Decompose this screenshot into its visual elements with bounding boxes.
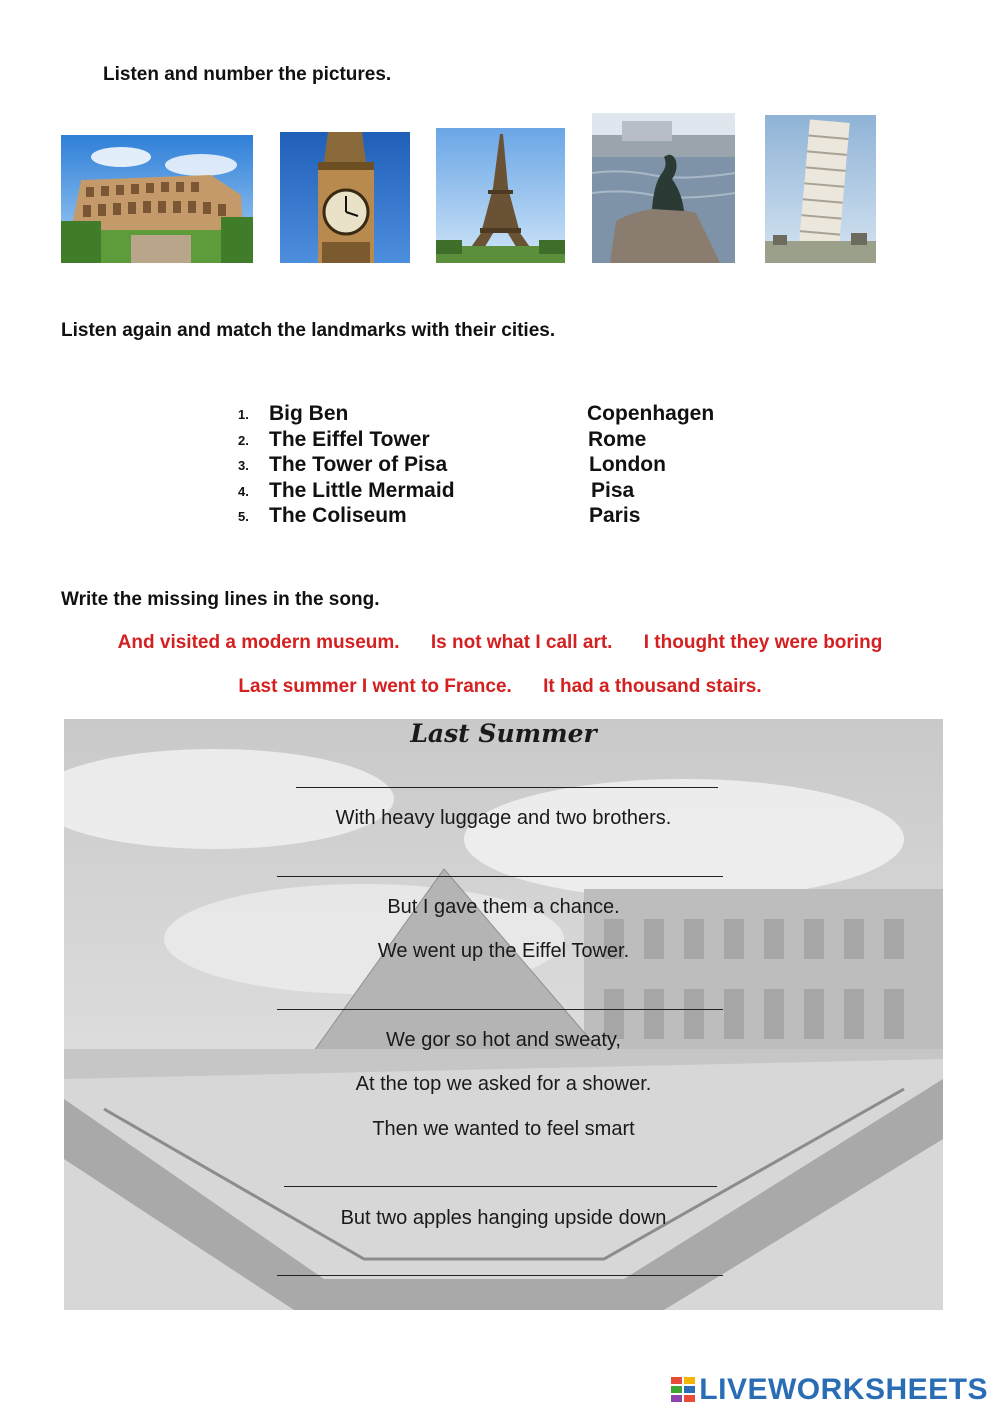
- little-mermaid-photo: [592, 113, 735, 263]
- tower-of-pisa-photo: [765, 115, 876, 263]
- item-number: 5.: [238, 509, 249, 524]
- section2-heading: Listen again and match the landmarks with their cities.: [61, 320, 556, 341]
- brand-name: LIVEWORKSHEETS: [699, 1373, 988, 1406]
- song-line: We went up the Eiffel Tower.: [377, 940, 630, 962]
- answer-blank-5[interactable]: [277, 1275, 723, 1276]
- city-name: Pisa: [591, 478, 635, 502]
- answer-option[interactable]: I thought they were boring: [643, 632, 883, 653]
- landmark-name: The Coliseum: [269, 504, 407, 527]
- song-line: At the top we asked for a shower.: [355, 1073, 652, 1095]
- section1-heading: Listen and number the pictures.: [103, 64, 392, 85]
- city-name: Copenhagen: [587, 402, 715, 425]
- answer-blank-4[interactable]: [284, 1186, 717, 1187]
- song-title: Last Summer: [410, 719, 597, 748]
- section3-heading: Write the missing lines in the song.: [61, 589, 380, 610]
- big-ben-photo: [280, 132, 410, 263]
- coliseum-photo: [61, 135, 253, 263]
- answer-option[interactable]: Is not what I call art.: [430, 632, 613, 653]
- city-name: Paris: [589, 504, 641, 527]
- liveworksheets-logo-icon: [671, 1377, 695, 1403]
- song-panel: [64, 719, 943, 1310]
- landmark-name: The Eiffel Tower: [269, 427, 430, 451]
- song-line: But two apples hanging upside down: [340, 1207, 667, 1229]
- song-line: With heavy luggage and two brothers.: [335, 807, 672, 829]
- song-line: Then we wanted to feel smart: [372, 1118, 635, 1140]
- answer-blank-1[interactable]: [296, 787, 718, 788]
- answer-options-row-2: [0, 676, 1000, 698]
- landmark-name: The Tower of Pisa: [269, 453, 448, 476]
- item-number: 4.: [238, 483, 249, 499]
- answer-option[interactable]: Last summer I went to France.: [238, 676, 512, 697]
- landmark-name: Big Ben: [269, 402, 349, 425]
- item-number: 1.: [238, 407, 249, 422]
- answer-option[interactable]: It had a thousand stairs.: [543, 676, 762, 697]
- liveworksheets-logo: [671, 1372, 988, 1408]
- item-number: 3.: [238, 458, 249, 473]
- city-name: London: [589, 453, 666, 476]
- eiffel-tower-photo: [436, 128, 565, 263]
- answer-blank-2[interactable]: [277, 876, 723, 877]
- song-line: We gor so hot and sweaty,: [386, 1029, 621, 1051]
- city-name: Rome: [588, 427, 647, 451]
- answer-options-row-1: [0, 632, 1000, 654]
- item-number: 2.: [238, 432, 249, 448]
- landmark-name: The Little Mermaid: [269, 478, 455, 502]
- song-line: But I gave them a chance.: [387, 896, 620, 918]
- answer-blank-3[interactable]: [277, 1009, 723, 1010]
- answer-option[interactable]: And visited a modern museum.: [117, 632, 400, 653]
